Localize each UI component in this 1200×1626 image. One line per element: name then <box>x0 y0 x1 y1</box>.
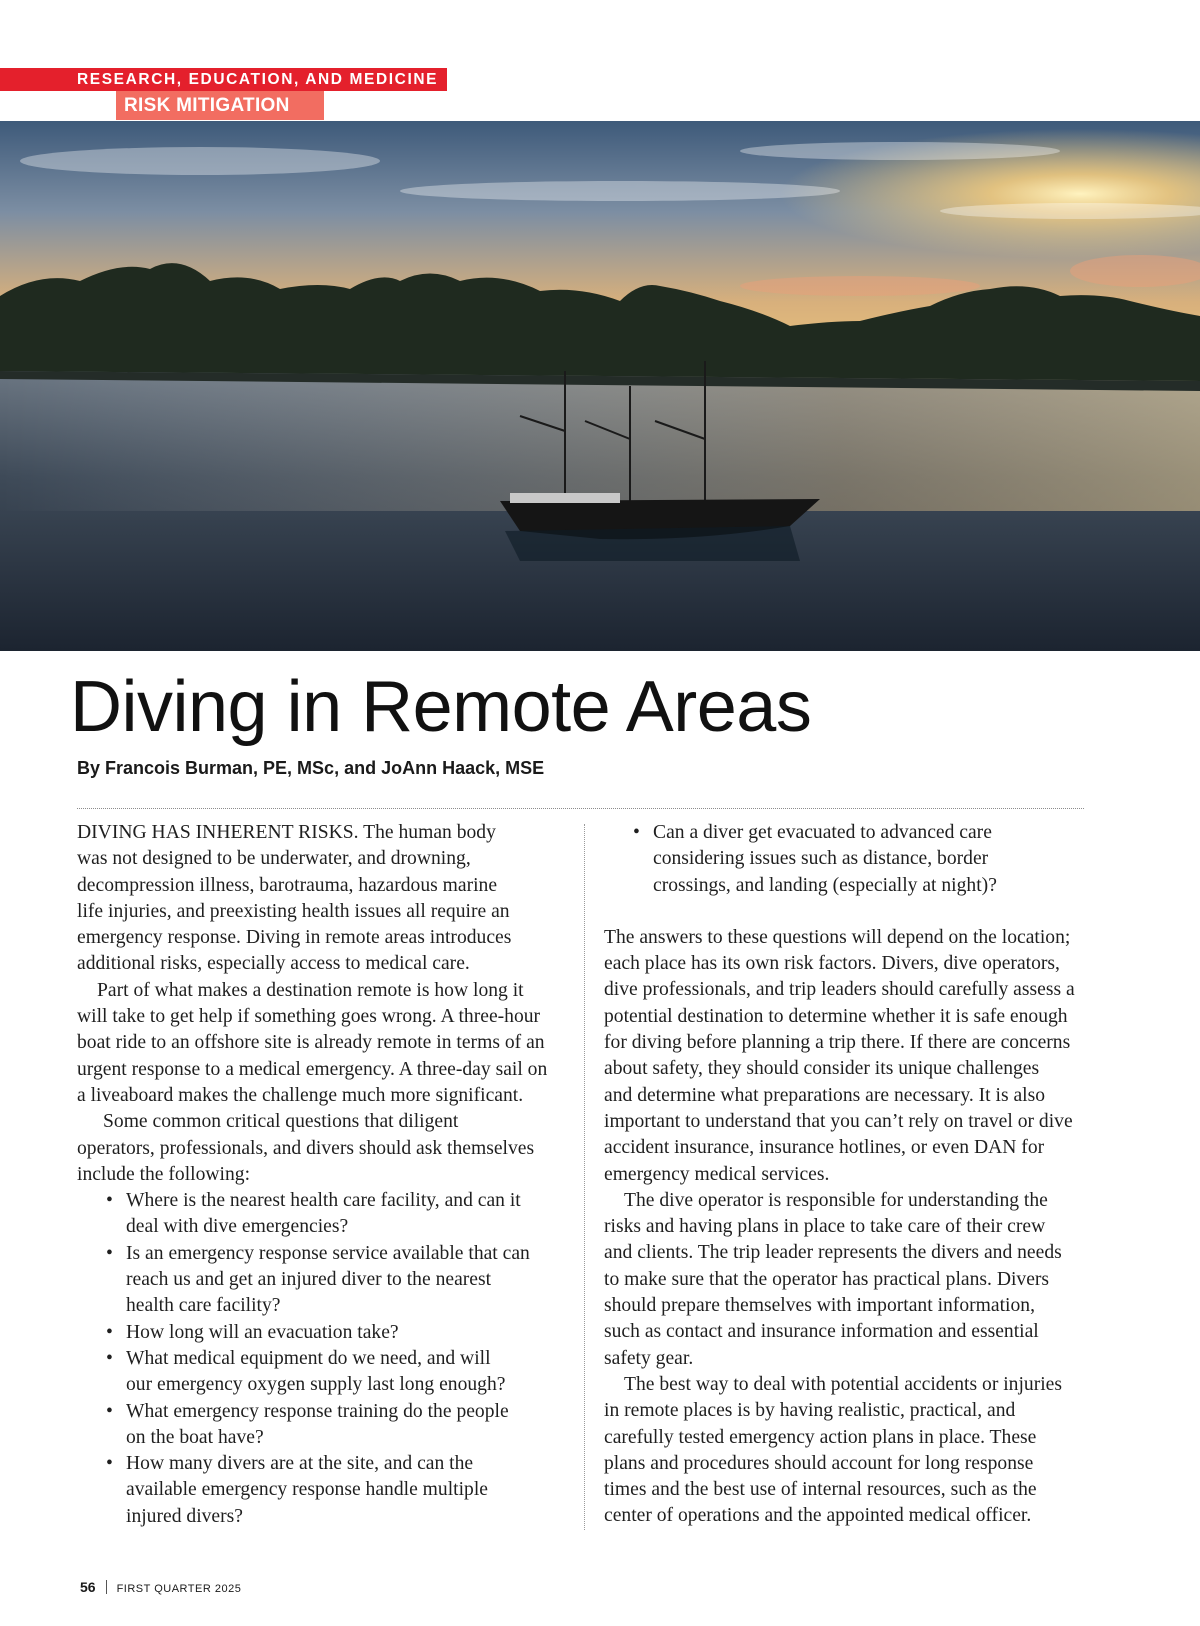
text-line: about safety, they should consider its unique challenges <box>604 1058 1040 1080</box>
text-line: times and the best use of internal resources, such as the <box>604 1479 1037 1501</box>
text-line: emergency response. Diving in remote areas introduces <box>77 927 512 949</box>
text-line: and clients. The trip leader represents the divers and needs <box>604 1242 1062 1264</box>
text-line: safety gear. <box>604 1347 694 1369</box>
bullet-icon: • <box>633 822 640 843</box>
text-line: to make sure that the operator has practical plans. Divers <box>604 1268 1050 1290</box>
text-line: reach us and get an injured diver to the nearest <box>126 1269 492 1291</box>
right-column <box>604 820 1089 1530</box>
page-number: 56 <box>80 1579 96 1595</box>
list-item <box>77 1320 567 1346</box>
subsection-band <box>116 91 324 120</box>
paragraph <box>604 925 1089 1188</box>
text-line: The answers to these questions will depend on the location; <box>604 926 1071 948</box>
section-band <box>0 68 447 91</box>
text-line: Some common critical questions that diligent <box>103 1111 459 1133</box>
text-line: carefully tested emergency action plans in place. These <box>604 1426 1037 1448</box>
text-line: center of operations and the appointed medical officer. <box>604 1505 1032 1527</box>
text-line: accident insurance, insurance hotlines, or even DAN for <box>604 1137 1045 1159</box>
paragraph <box>77 978 567 1109</box>
text-line: How long will an evacuation take? <box>126 1321 399 1343</box>
column-divider <box>584 824 585 1530</box>
list-item <box>77 1188 567 1241</box>
text-line: available emergency response handle multiple <box>126 1479 488 1501</box>
left-column <box>77 820 567 1530</box>
article-title: Diving in Remote Areas <box>70 667 812 747</box>
subsection-label: RISK MITIGATION <box>124 95 290 116</box>
text-line: important to understand that you can’t rely on travel or dive <box>604 1110 1073 1132</box>
text-line: additional risks, especially access to medical care. <box>77 953 470 975</box>
bullet-icon: • <box>106 1190 113 1212</box>
list-item <box>77 1241 567 1320</box>
text-line: on the boat have? <box>126 1426 264 1448</box>
bullet-icon: • <box>106 1321 113 1343</box>
footer-separator <box>106 1580 107 1594</box>
text-line: will take to get help if something goes wrong. A three-hour <box>77 1006 541 1028</box>
issue-label: FIRST QUARTER 2025 <box>116 1583 242 1595</box>
text-line: include the following: <box>77 1163 251 1185</box>
title-divider <box>77 808 1084 809</box>
text-line: crossings, and landing (especially at night)? <box>653 874 997 896</box>
text-line: and determine what preparations are necessary. It is also <box>604 1084 1046 1106</box>
text-line: a liveaboard makes the challenge much more significant. <box>77 1084 524 1106</box>
text-line: each place has its own risk factors. Divers, dive operators, <box>604 953 1060 975</box>
text-line: DIVING HAS INHERENT RISKS. The human body <box>77 822 496 843</box>
text-line: considering issues such as distance, border <box>653 848 989 870</box>
text-line: emergency medical services. <box>604 1163 830 1185</box>
text-line: health care facility? <box>126 1295 281 1317</box>
text-line: was not designed to be underwater, and drowning, <box>77 848 471 870</box>
text-line: plans and procedures should account for long response <box>604 1452 1034 1474</box>
question-list-continued <box>604 820 1089 899</box>
paragraph <box>77 820 567 978</box>
text-line: for diving before planning a trip there. If there are concerns <box>604 1032 1071 1054</box>
question-list <box>77 1188 567 1530</box>
text-line: Where is the nearest health care facility, and can it <box>126 1190 521 1212</box>
text-line: boat ride to an offshore site is already remote in terms of an <box>77 1032 545 1054</box>
bullet-icon: • <box>106 1347 113 1369</box>
text-line: risks and having plans in place to take care of their crew <box>604 1216 1046 1238</box>
bullet-icon: • <box>106 1242 113 1264</box>
text-line: injured divers? <box>126 1505 243 1527</box>
text-line: such as contact and insurance information and essential <box>604 1321 1039 1343</box>
text-line: What medical equipment do we need, and will <box>126 1347 491 1369</box>
text-line: dive professionals, and trip leaders should carefully assess a <box>604 979 1075 1001</box>
spacer <box>604 899 1089 925</box>
text-line: decompression illness, barotrauma, hazardous marine <box>77 874 498 896</box>
text-line: should prepare themselves with important information, <box>604 1295 1035 1317</box>
text-line: Is an emergency response service available that can <box>126 1242 530 1264</box>
text-line: in remote places is by having realistic, practical, and <box>604 1400 1016 1422</box>
text-line: potential destination to determine whether it is safe enough <box>604 1005 1068 1027</box>
text-line: life injuries, and preexisting health issues all require an <box>77 900 510 922</box>
paragraph <box>604 1188 1089 1372</box>
hero-photo <box>0 121 1200 651</box>
text-line: The best way to deal with potential accidents or injuries <box>624 1373 1063 1395</box>
text-line: Part of what makes a destination remote is how long it <box>97 979 524 1001</box>
paragraph <box>604 1372 1089 1530</box>
text-line: operators, professionals, and divers should ask themselves <box>77 1137 535 1159</box>
page-footer <box>80 1579 241 1597</box>
paragraph <box>77 1109 567 1188</box>
text-line: The dive operator is responsible for understanding the <box>624 1189 1048 1211</box>
bullet-icon: • <box>106 1453 113 1475</box>
text-line: Can a diver get evacuated to advanced care <box>653 822 992 843</box>
text-line: What emergency response training do the people <box>126 1400 509 1422</box>
list-item <box>77 1346 567 1399</box>
text-line: our emergency oxygen supply last long enough? <box>126 1374 506 1396</box>
text-line: How many divers are at the site, and can the <box>126 1453 474 1475</box>
bullet-icon: • <box>106 1400 113 1422</box>
article-byline: By Francois Burman, PE, MSc, and JoAnn Haack, MSE <box>77 758 545 778</box>
list-item <box>77 1399 567 1452</box>
list-item <box>604 820 1089 899</box>
section-label: RESEARCH, EDUCATION, AND MEDICINE <box>77 71 439 88</box>
text-line: deal with dive emergencies? <box>126 1216 349 1238</box>
text-line: urgent response to a medical emergency. A three-day sail on <box>77 1058 548 1080</box>
list-item <box>77 1451 567 1530</box>
